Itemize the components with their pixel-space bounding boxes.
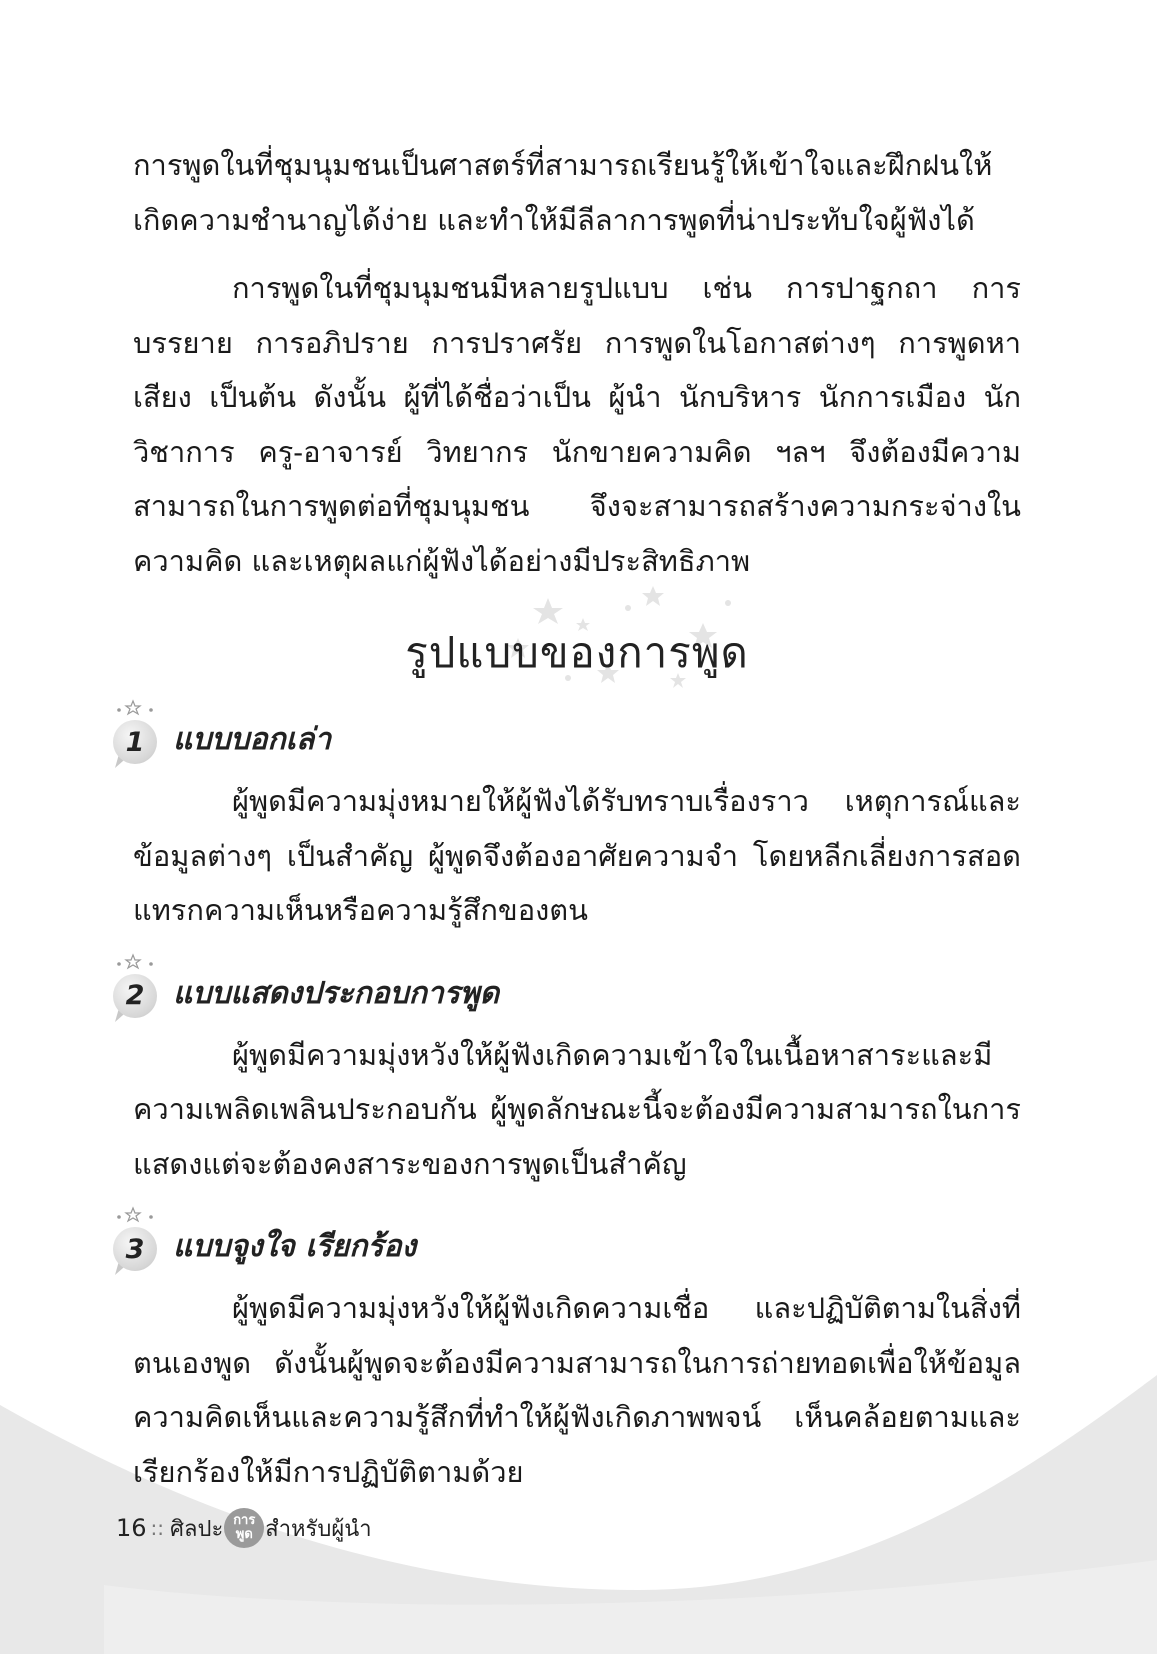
section-title-block	[133, 598, 1021, 698]
type-heading: แบบจูงใจ เรียกร้อง	[173, 1229, 417, 1264]
mini-stars-icon	[111, 1205, 171, 1229]
logo-top-text: การ	[233, 1513, 256, 1528]
type-heading: แบบแสดงประกอบการพูด	[173, 975, 500, 1011]
type-1-body: ผู้พูดมีความมุ่งหมายให้ผู้ฟังได้รับทราบเรื่องราว เหตุการณ์และข้อมูลต่างๆ เป็นสำคัญ ผู้พูดจึงต้องอาศัยความจำ โดยหลีกเลี่ยงการสอดแทรกความเห็นหรือความรู้สึกของตน	[133, 784, 1021, 927]
mini-stars-icon	[111, 952, 171, 976]
page-number: 16	[116, 1514, 147, 1542]
type-heading: แบบบอกเล่า	[173, 722, 332, 757]
mini-stars-icon	[111, 698, 171, 722]
footer-separator: ::	[150, 1516, 165, 1540]
type-2-body: ผู้พูดมีความมุ่งหวังให้ผู้ฟังเกิดความเข้าใจในเนื้อหาสาระและมีความเพลิดเพลินประกอบกัน ผู้พูดลักษณะนี้จะต้องมีความสามารถในการแสดงแต่จะต้องคงสาระของการพูดเป็นสำคัญ	[133, 1037, 1021, 1181]
speech-logo-icon	[224, 1508, 264, 1548]
number-badge: 2	[113, 974, 157, 1018]
type-2-heading	[113, 952, 1021, 1028]
section-title: รูปแบบของการพูด	[405, 628, 749, 677]
page-footer	[116, 1508, 372, 1548]
page-content	[125, 138, 1021, 1499]
intro-paragraph-1: การพูดในที่ชุมนุมชนเป็นศาสตร์ที่สามารถเรียนรู้ให้เข้าใจและฝึกฝนให้เกิดความชำนาญได้ง่าย และทำให้มีลีลาการพูดที่น่าประทับใจผู้ฟังได้	[133, 148, 993, 237]
type-3-heading	[113, 1205, 1021, 1281]
type-3-body: ผู้พูดมีความมุ่งหวังให้ผู้ฟังเกิดความเชื่อ และปฏิบัติตามในสิ่งที่ตนเองพูด ดังนั้นผู้พูดจะต้องมีความสามารถในการถ่ายทอดเพื่อให้ข้อมูล ความคิดเห็นและความรู้สึกที่ทำให้ผู้ฟังเกิดภาพพจน์ เห็นคล้อยตามและเรียกร้องให้มีการปฏิบัติตามด้วย	[133, 1291, 1021, 1489]
number-badge: 1	[113, 720, 157, 764]
logo-bottom-text: พูด	[235, 1527, 253, 1542]
intro-paragraph-2: การพูดในที่ชุมนุมชนมีหลายรูปแบบ เช่น การปาฐกถา การบรรยาย การอภิปราย การปราศรัย การพูดในโอกาสต่างๆ การพูดหาเสียง เป็นต้น ดังนั้น ผู้ที่ได้ชื่อว่าเป็น ผู้นำ นักบริหาร นักการเมือง นักวิชาการ ครู-อาจารย์ วิทยากร นักขายความคิด ฯลฯ จึงต้องมีความสามารถในการพูดต่อที่ชุมนุมชน จึงจะสามารถสร้างความกระจ่างในความคิด และเหตุผลแก่ผู้ฟังได้อย่างมีประสิทธิภาพ	[133, 271, 1021, 578]
number-badge: 3	[113, 1227, 157, 1271]
type-1-heading	[113, 698, 1021, 774]
book-title-part1: ศิลปะ	[170, 1516, 224, 1542]
book-title-part2: สำหรับผู้นำ	[265, 1516, 372, 1542]
